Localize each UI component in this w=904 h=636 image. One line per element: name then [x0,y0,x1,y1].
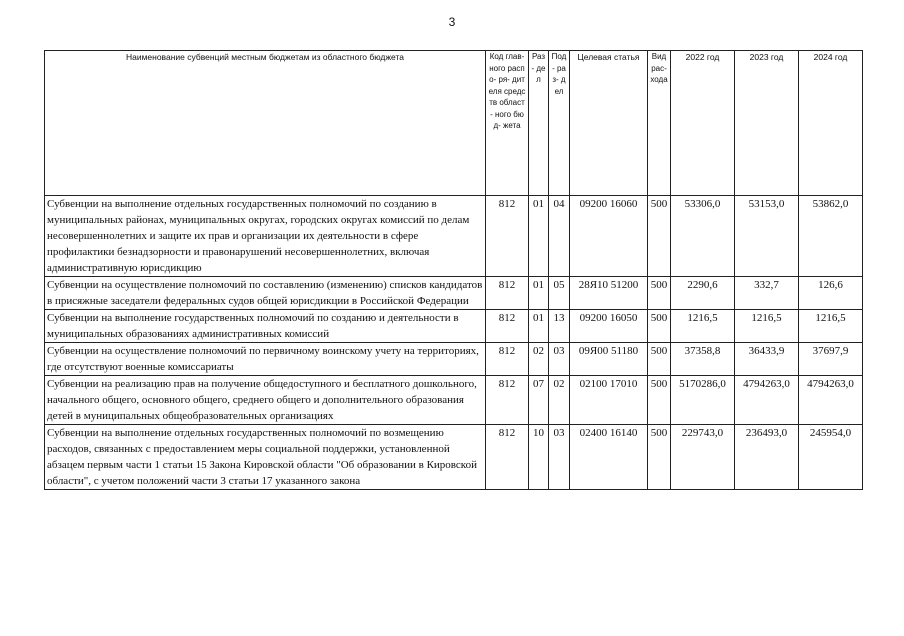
row-target: 28Я10 51200 [570,277,648,310]
header-2023: 2023 год [735,51,799,196]
header-subsection: Под- раз- дел [549,51,570,196]
row-code: 812 [486,310,529,343]
row-section: 01 [529,196,549,277]
row-code: 812 [486,425,529,490]
row-code: 812 [486,343,529,376]
row-subsection: 03 [549,425,570,490]
row-2024: 1216,5 [799,310,863,343]
row-section: 07 [529,376,549,425]
row-kind: 500 [648,425,671,490]
row-name: Субвенции на выполнение отдельных государственных полномочий по созданию в муниципальных районах, муниципальных округах, городских округах комиссий по делам несовершеннолетних и защите их прав и организации их деятельности в сфере профилактики безнадзорности и правонарушений несовершеннолетних, включая административную юрисдикцию [45,196,486,277]
row-2024: 126,6 [799,277,863,310]
row-kind: 500 [648,310,671,343]
row-subsection: 02 [549,376,570,425]
row-code: 812 [486,277,529,310]
row-code: 812 [486,376,529,425]
header-name: Наименование субвенций местным бюджетам из областного бюджета [45,51,486,196]
row-name: Субвенции на выполнение отдельных государственных полномочий по возмещению расходов, связанных с предоставлением меры социальной поддержки, установленной абзацем первым части 1 статьи 15 Закона Кировской области "Об образовании в Кировской области", с учетом положений части 3 статьи 17 указанного закона [45,425,486,490]
row-target: 09200 16060 [570,196,648,277]
header-kind: Вид рас- хода [648,51,671,196]
row-section: 01 [529,277,549,310]
row-section: 02 [529,343,549,376]
row-target: 02400 16140 [570,425,648,490]
row-subsection: 13 [549,310,570,343]
row-name: Субвенции на осуществление полномочий по составлению (изменению) списков кандидатов в присяжные заседатели федеральных судов общей юрисдикции в Российской Федерации [45,277,486,310]
header-row [45,51,863,196]
row-2023: 4794263,0 [735,376,799,425]
row-2023: 36433,9 [735,343,799,376]
row-subsection: 05 [549,277,570,310]
header-target: Целевая статья [570,51,648,196]
row-section: 10 [529,425,549,490]
table-row [45,425,863,490]
row-kind: 500 [648,196,671,277]
row-target: 09Я00 51180 [570,343,648,376]
row-2022: 5170286,0 [671,376,735,425]
row-2022: 229743,0 [671,425,735,490]
row-name: Субвенции на выполнение государственных полномочий по созданию и деятельности в муниципальных образованиях административных комиссий [45,310,486,343]
header-2024: 2024 год [799,51,863,196]
row-2024: 4794263,0 [799,376,863,425]
row-2023: 1216,5 [735,310,799,343]
header-2022: 2022 год [671,51,735,196]
row-code: 812 [486,196,529,277]
header-section: Раз- дел [529,51,549,196]
table-row [45,343,863,376]
row-section: 01 [529,310,549,343]
row-subsection: 04 [549,196,570,277]
row-2023: 332,7 [735,277,799,310]
page-number: 3 [448,15,456,29]
table-row [45,196,863,277]
row-kind: 500 [648,343,671,376]
subventions-table [44,50,863,490]
table-row [45,277,863,310]
row-2023: 236493,0 [735,425,799,490]
header-code: Код глав- ного распо- ря- дителя средств област- ного бюд- жета [486,51,529,196]
row-2024: 53862,0 [799,196,863,277]
row-2024: 37697,9 [799,343,863,376]
row-2022: 37358,8 [671,343,735,376]
row-name: Субвенции на осуществление полномочий по первичному воинскому учету на территориях, где отсутствуют военные комиссариаты [45,343,486,376]
row-2022: 2290,6 [671,277,735,310]
row-2022: 53306,0 [671,196,735,277]
row-2022: 1216,5 [671,310,735,343]
row-name: Субвенции на реализацию прав на получение общедоступного и бесплатного дошкольного, начального общего, основного общего, среднего общего и дополнительного образования детей в муниципальных общеобразовательных организациях [45,376,486,425]
table-row [45,310,863,343]
row-2024: 245954,0 [799,425,863,490]
row-subsection: 03 [549,343,570,376]
row-kind: 500 [648,376,671,425]
row-target: 02100 17010 [570,376,648,425]
row-kind: 500 [648,277,671,310]
row-2023: 53153,0 [735,196,799,277]
row-target: 09200 16050 [570,310,648,343]
table-row [45,376,863,425]
